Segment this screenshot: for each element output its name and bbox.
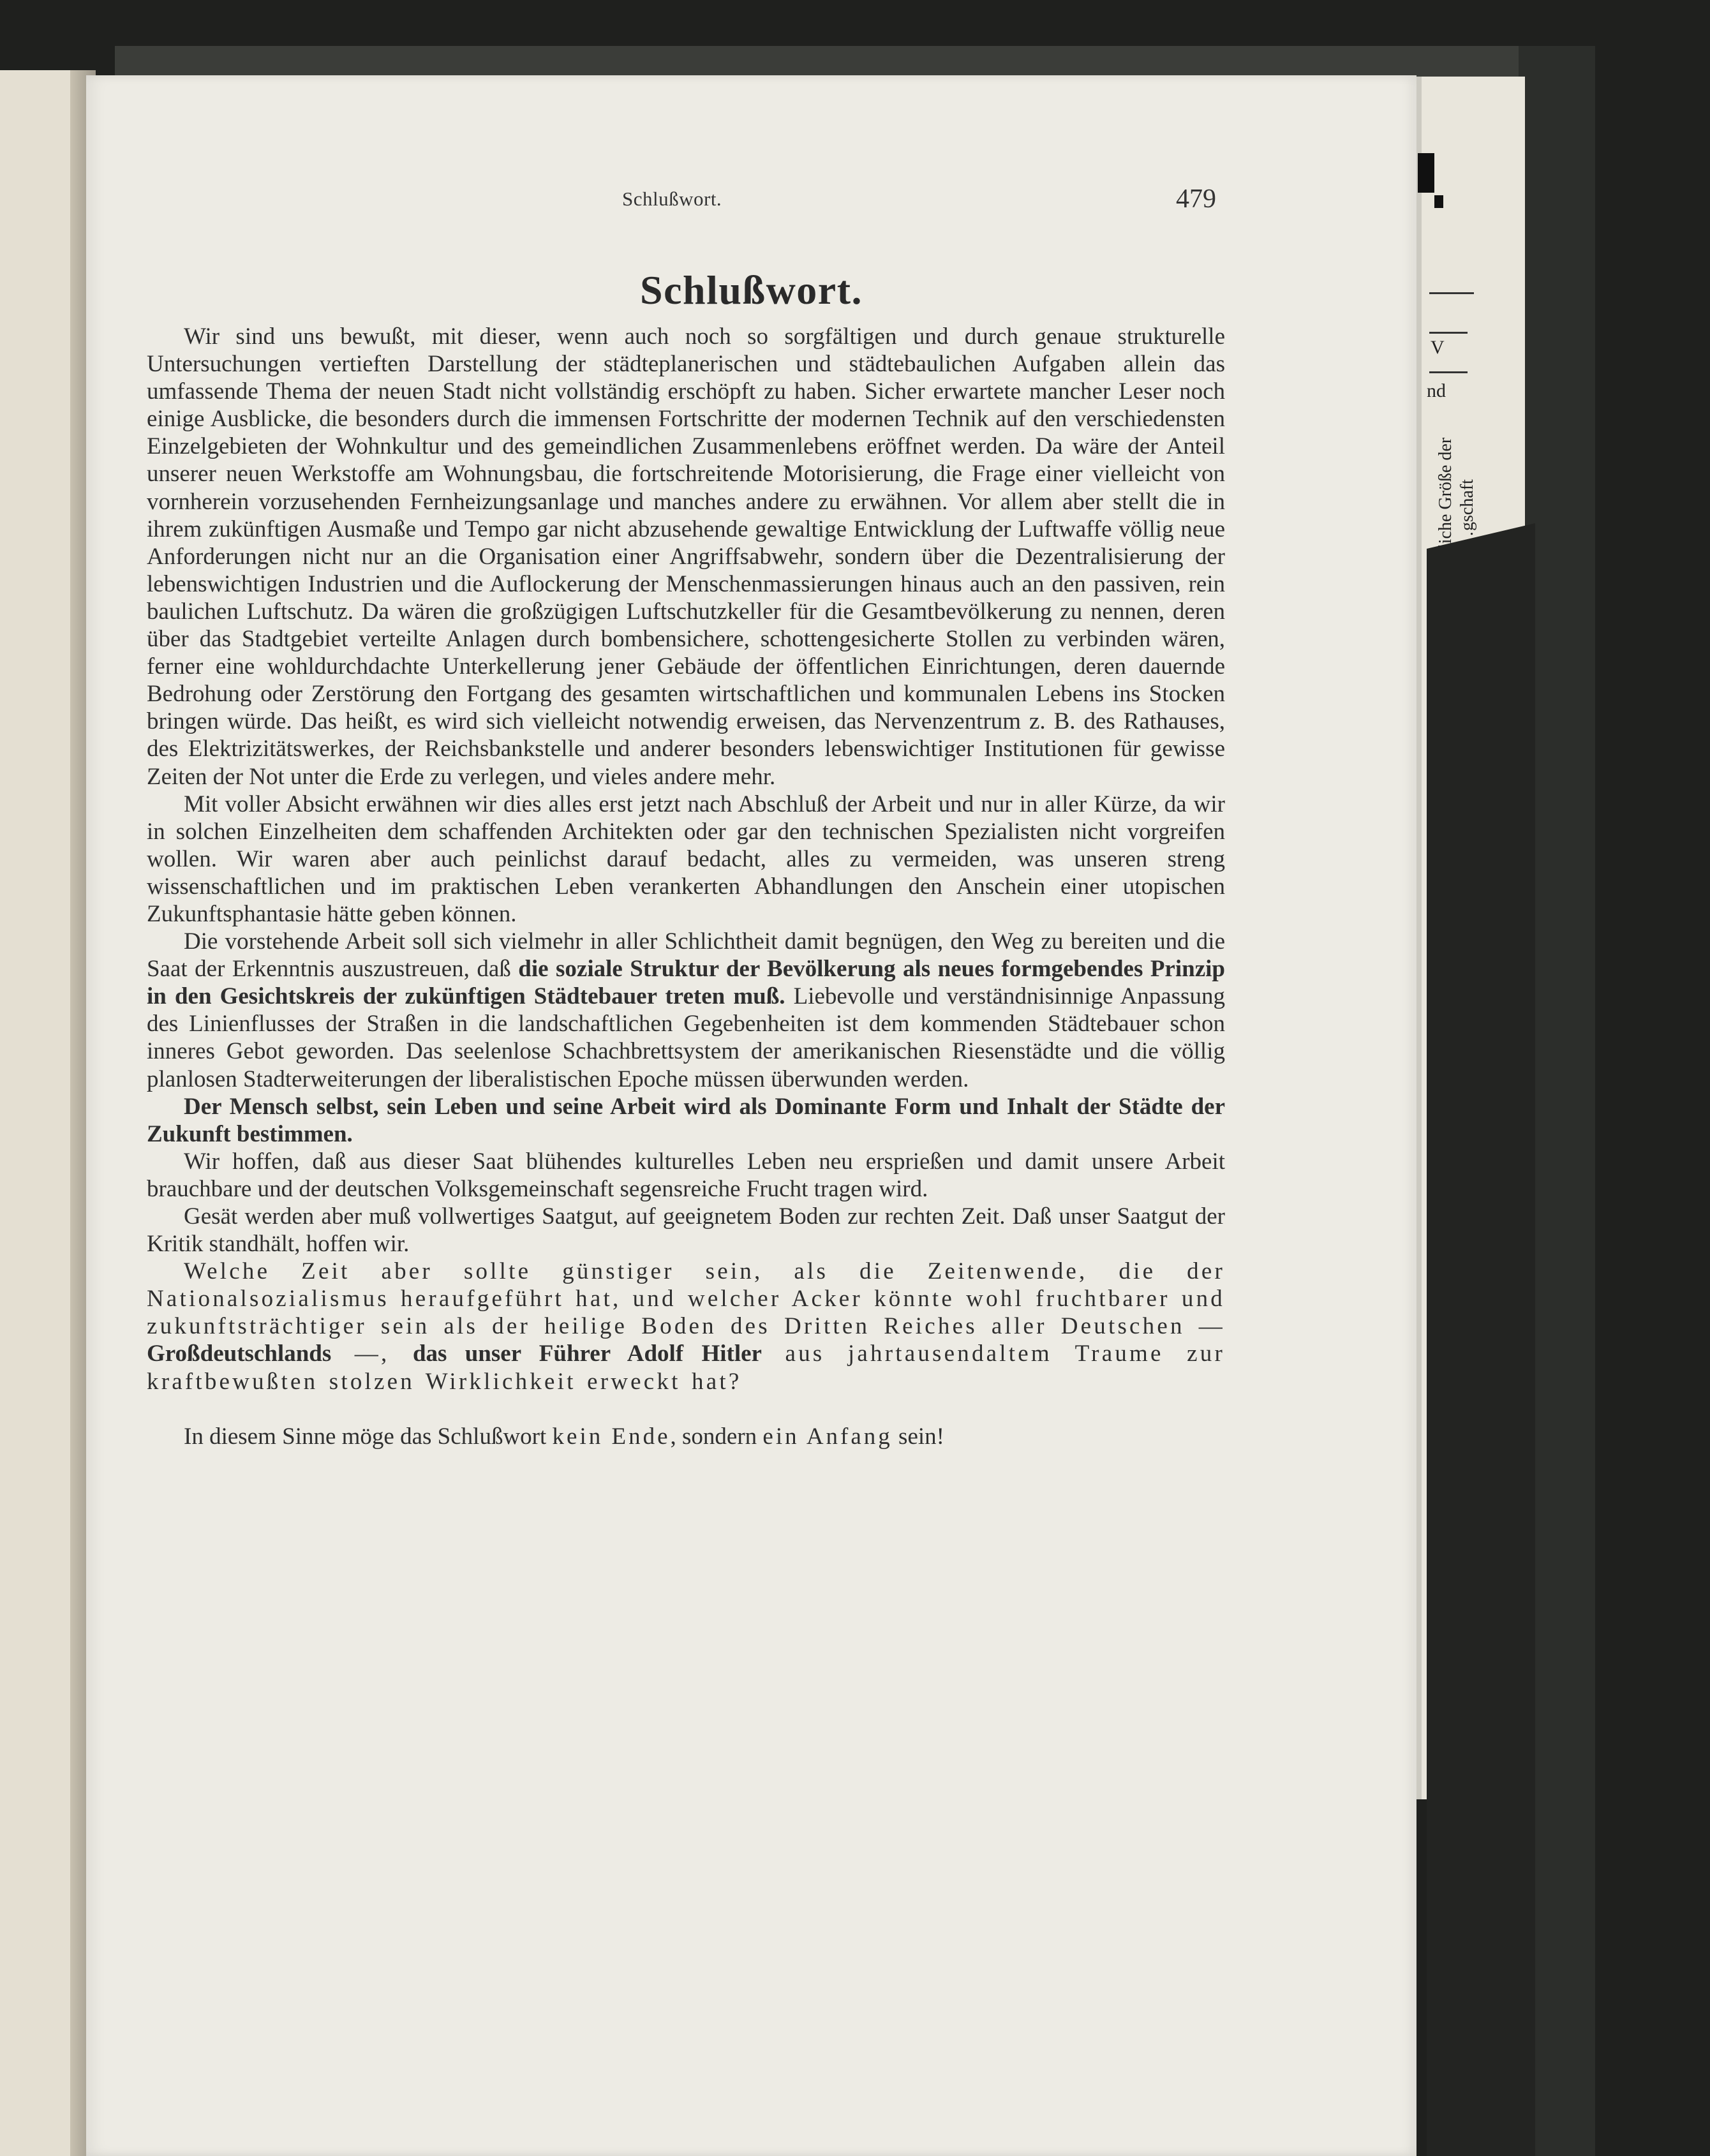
paragraph-text: Gesät werden aber muß vollwertiges Saatgut, auf geeignetem Boden zur rechten Zeit. Daß unser Saatgut der Kritik standhält, hoffen wir. bbox=[147, 1203, 1225, 1258]
emphasized-text: Großdeutschlands bbox=[147, 1341, 332, 1367]
paragraph bbox=[147, 1148, 1225, 1203]
paragraph-text: Liebevolle und verständnisinnige Anpassung des Linienflusses der Straßen in die landschaftlichen Gegebenheiten ist dem kommenden Städtebauer schon inneres Gebot geworden. Das seelenlose Schachbrettsystem der amerikanischen Riesenstädte und die völlig planlosen Stadterweiterungen der liberalistischen Epoche müssen überwunden werden. bbox=[147, 983, 1225, 1092]
underlying-page-vertical-line: liche Größe der bbox=[1436, 437, 1455, 549]
underlying-page-glyph-dot bbox=[1434, 195, 1443, 208]
underlying-page-glyph-mark bbox=[1418, 153, 1434, 193]
paragraph bbox=[147, 1203, 1225, 1258]
underlying-page-vertical-line: …gschaft bbox=[1457, 479, 1477, 549]
running-title: Schlußwort. bbox=[622, 188, 722, 210]
book-cover-top-edge bbox=[115, 46, 1570, 77]
emphasized-text: die soziale Struktur der Bevölkerung als neues formgebendes Prinzip in den Gesichtskreis der zukünftigen Städtebauer treten muß. bbox=[147, 956, 1225, 1010]
paragraph bbox=[147, 1258, 1225, 1395]
underlying-page-text: V bbox=[1431, 337, 1445, 358]
closing-paragraph bbox=[147, 1423, 1225, 1450]
paragraph-text: ein Anfang bbox=[762, 1423, 893, 1450]
paragraph-text: Mit voller Absicht erwähnen wir dies alles erst jetzt nach Abschluß der Arbeit und nur in aller Kürze, da wir in solchen Einzelheiten dem schaffenden Architekten oder gar den technischen Spezialisten nicht vorgreifen wollen. Wir waren aber auch peinlichst darauf bedacht, alles zu vermeiden, was unseren streng wissenschaftlichen und im praktischen Leben verankerten Abhandlungen den Anschein einer utopischen Zukunftsphantasie hätte geben können. bbox=[147, 791, 1225, 927]
paragraph-text: kein Ende bbox=[552, 1423, 671, 1450]
chapter-title: Schlußwort. bbox=[640, 267, 863, 313]
running-header bbox=[86, 184, 1416, 222]
paragraph-text: Die vorstehende Arbeit soll sich vielmehr in aller Schlichtheit damit begnügen, den Weg zu bereiten und die Saat der Erkenntnis auszustreuen, daß bbox=[147, 928, 1225, 983]
underlying-page-rule bbox=[1429, 371, 1468, 373]
paragraph-text: Welche Zeit aber sollte günstiger sein, als die Zeitenwende, die der Nationalsozialismus heraufgeführt hat, und welcher Acker könnte wohl fruchtbarer und zukunftsträchtiger sein als der heilige Boden des Dritten Reiches aller Deutschen — bbox=[147, 1258, 1225, 1340]
paragraph-text: Wir sind uns bewußt, mit dieser, wenn auch noch so sorgfältigen und durch genaue strukturelle Untersuchungen vertieften Darstellung der städteplanerischen und städtebaulichen Aufgaben allein das umfassende Thema der neuen Stadt nicht vollständig erschöpft zu haben. Sicher erwartete mancher Leser noch einige Ausblicke, die besonders durch die immensen Fortschritte der modernen Technik auf den verschiedensten Einzelgebieten der Wohnkultur und des gemeindlichen Zusammenlebens eröffnet werden. Da wäre der Anteil unserer neuen Werkstoffe am Wohnungsbau, die fortschreitende Motorisierung, die Frage einer vielleicht von vornherein vorzusehenden Fernheizungsanlage und manches andere zu erwähnen. Vor allem aber stellt die in ihrem zukünftigen Ausmaße und Tempo gar nicht abzusehende gewaltige Entwicklung der Luftwaffe völlig neue Anforderungen nicht nur an die Organisation einer Angriffsabwehr, sondern über die Dezentralisierung der lebenswichtigen Industrien und die Auflockerung der Menschenmassierungen hinaus auch an den passiven, rein baulichen Luftschutz. Da wären die großzügigen Luftschutzkeller für die Gesamtbevölkerung zu nennen, deren über das Stadtgebiet verteilte Anlagen durch bombensichere, schottengesicherte Stollen zu verbinden wären, ferner eine wohldurchdachte Unterkellerung jener Gebäude der öffentlichen Einrichtungen, deren dauernde Bedrohung oder Zerstörung den Fortgang des gesamten wirtschaftlichen und kommunalen Lebens ins Stocken bringen würde. Das heißt, es wird sich vielleicht notwendig erweisen, das Nervenzentrum z. B. des Rathauses, des Elektrizitätswerkes, der Reichsbankstelle und anderer besonders lebenswichtiger Institutionen für gewisse Zeiten der Not unter die Erde zu verlegen, und vieles andere mehr. bbox=[147, 323, 1225, 790]
paragraph-text: —, bbox=[331, 1341, 413, 1367]
book-page bbox=[86, 75, 1416, 2156]
paragraph-text: , sondern bbox=[670, 1423, 763, 1450]
underlying-page-text: nd bbox=[1427, 380, 1446, 401]
paragraph bbox=[147, 323, 1225, 791]
body-text bbox=[147, 323, 1225, 1450]
underlying-page-rule bbox=[1429, 292, 1474, 294]
page-number: 479 bbox=[1176, 184, 1216, 214]
paragraph bbox=[147, 1093, 1225, 1148]
underlying-page-rule bbox=[1429, 332, 1468, 334]
bookmark-ribbon bbox=[1427, 523, 1535, 2156]
emphasized-text: Der Mensch selbst, sein Leben und seine Arbeit wird als Dominante Form und Inhalt der Städte der Zukunft bestimmen. bbox=[147, 1093, 1225, 1147]
paragraph bbox=[147, 928, 1225, 1093]
paragraph-text: Wir hoffen, daß aus dieser Saat blühendes kulturelles Leben neu ersprießen und damit unsere Arbeit brauchbare und der deutschen Volksgemeinschaft segensreiche Frucht tragen wird. bbox=[147, 1148, 1225, 1202]
paragraph-text: aus jahrtausendaltem Traume zur kraftbewußten stolzen Wirklichkeit erweckt hat? bbox=[147, 1341, 1225, 1395]
paragraph-text: sein! bbox=[892, 1423, 944, 1450]
underlying-page-vertical-text bbox=[1436, 421, 1487, 549]
emphasized-text: das unser Führer Adolf Hitler bbox=[412, 1341, 762, 1367]
paragraph bbox=[147, 791, 1225, 928]
paragraph-text: In diesem Sinne möge das Schlußwort bbox=[184, 1423, 553, 1450]
